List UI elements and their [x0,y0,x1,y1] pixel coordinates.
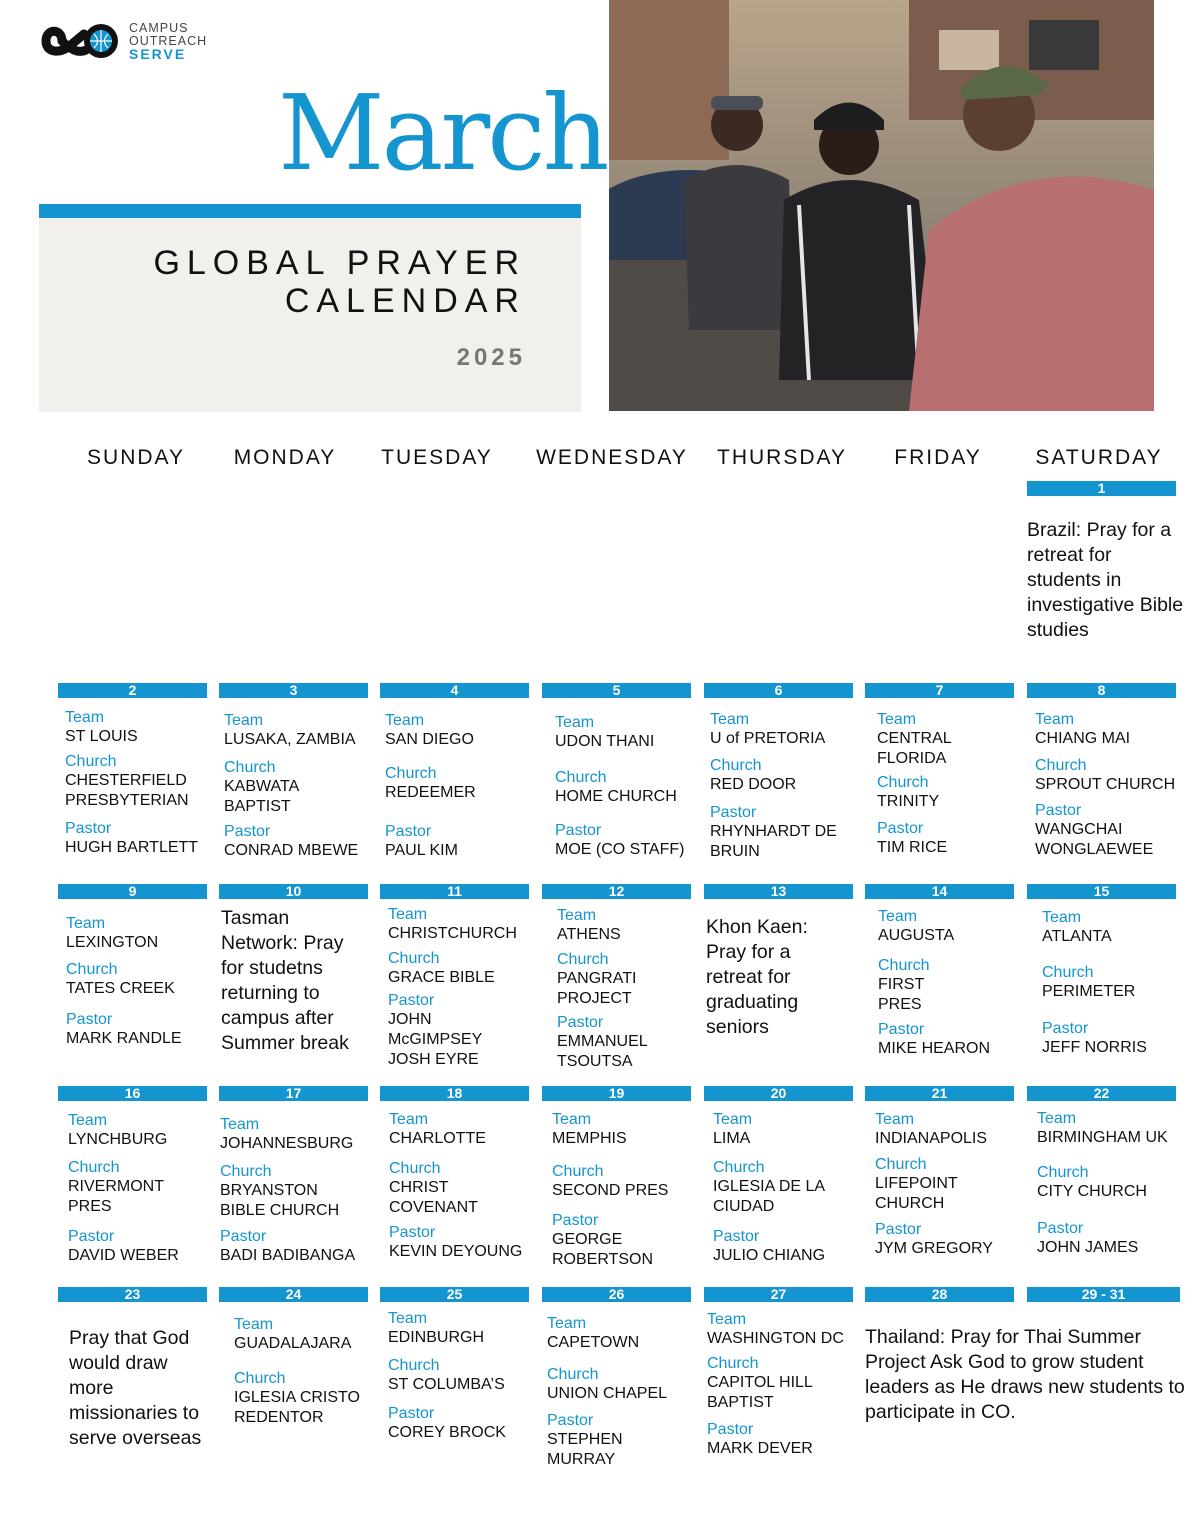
day-19-team: MEMPHIS [552,1130,627,1147]
day-21-church: LIFEPOINT [875,1175,958,1192]
day-2-church-2: PRESBYTERIAN [65,792,189,809]
day-11-church: GRACE BIBLE [388,969,495,986]
day-14-church: FIRST [878,976,925,993]
day-27-pastor: MARK DEVER [707,1440,813,1457]
day-17-church-2: BIBLE CHURCH [220,1202,340,1219]
day-14-pastor-label: Pastor [878,1021,925,1038]
day-5-church-label: Church [555,769,607,786]
day-22-pastor: JOHN JAMES [1037,1239,1139,1256]
day-11-pastor-3: JOSH EYRE [388,1051,479,1068]
day-2-header: 2 [58,683,207,698]
day-8-header: 8 [1027,683,1176,698]
day-4-team-label: Team [385,712,425,729]
day-9-church-label: Church [66,961,118,978]
day-25-team-label: Team [388,1310,428,1327]
day-26-team-label: Team [547,1315,587,1332]
day-12-header: 12 [542,884,691,899]
day-21-church-label: Church [875,1156,927,1173]
day-17-pastor: BADI BADIBANGA [220,1247,356,1264]
day-7-church: TRINITY [877,793,940,810]
day-19-pastor: GEORGE [552,1231,623,1248]
weekday-wednesday: WEDNESDAY [536,446,688,469]
day-9-church: TATES CREEK [66,980,175,997]
day-27-church-label: Church [707,1355,759,1372]
day-4-pastor-label: Pastor [385,823,432,840]
header-photo [609,0,1154,411]
month-title: March [278,72,607,194]
weekday-saturday: SATURDAY [1035,446,1163,469]
title-panel [39,218,581,412]
day-18-church-label: Church [389,1160,441,1177]
day-19-church-label: Church [552,1163,604,1180]
day-13-header: 13 [704,884,853,899]
day-7-team-label: Team [877,711,917,728]
day-16-team: LYNCHBURG [68,1131,168,1148]
day-26-church-label: Church [547,1366,599,1383]
day-6-team-label: Team [710,711,750,728]
accent-bar [39,204,581,218]
day-11-team-label: Team [388,906,428,923]
day-6-pastor-2: BRUIN [710,843,760,860]
day-7-team: CENTRAL [877,730,952,747]
day-5-pastor-label: Pastor [555,822,602,839]
day-28-header: 28 [865,1287,1014,1302]
day-17-header: 17 [219,1086,368,1101]
day-6-header: 6 [704,683,853,698]
day-22-church-label: Church [1037,1164,1089,1181]
day-12-pastor-2: TSOUTSA [557,1053,633,1070]
day-14-church-label: Church [878,957,930,974]
day-26-pastor-label: Pastor [547,1412,594,1429]
weekday-sunday: SUNDAY [87,446,185,469]
day-24-church-label: Church [234,1370,286,1387]
day-12-pastor: EMMANUEL [557,1033,648,1050]
day-8-pastor-2: WONGLAEWEE [1035,841,1154,858]
day-3-church-label: Church [224,759,276,776]
day-12-church-2: PROJECT [557,990,632,1007]
day-20-pastor-label: Pastor [713,1228,760,1245]
day-17-pastor-label: Pastor [220,1228,267,1245]
title-line-2: CALENDAR [284,282,526,320]
weekday-tuesday: TUESDAY [381,446,493,469]
day-15-church: PERIMETER [1042,983,1136,1000]
day-22-church: CITY CHURCH [1037,1183,1147,1200]
day-11-church-label: Church [388,950,440,967]
day-15-team: ATLANTA [1042,928,1112,945]
day-5-team-label: Team [555,714,595,731]
day-11-pastor: JOHN [388,1011,432,1028]
day-17-team: JOHANNESBURG [220,1135,354,1152]
day-4-team: SAN DIEGO [385,731,474,748]
day-16-church-label: Church [68,1159,120,1176]
day-13-note: Khon Kaen: Pray for a retreat for graduating seniors [706,916,808,1038]
day-8-pastor-label: Pastor [1035,802,1082,819]
day-25-pastor-label: Pastor [388,1405,435,1422]
day-6-team: U of PRETORIA [710,730,826,747]
day-20-church-label: Church [713,1159,765,1176]
day-17-team-label: Team [220,1116,260,1133]
day-11-team: CHRISTCHURCH [388,925,517,942]
day-26-church: UNION CHAPEL [547,1385,668,1402]
day-19-team-label: Team [552,1111,592,1128]
brand-line-1: CAMPUS [129,21,189,35]
day-25-church-label: Church [388,1357,440,1374]
day-27-team-label: Team [707,1311,747,1328]
day-3-church: KABWATA [224,778,300,795]
day-27-pastor-label: Pastor [707,1421,754,1438]
day-22-team: BIRMINGHAM UK [1037,1129,1168,1146]
brand-line-3: SERVE [129,46,187,62]
day-22-team-label: Team [1037,1110,1077,1127]
day-24-church-2: REDENTOR [234,1409,324,1426]
day-21-pastor-label: Pastor [875,1221,922,1238]
day-20-church: IGLESIA DE LA [713,1178,826,1195]
day-19-church: SECOND PRES [552,1182,669,1199]
day-26-pastor: STEPHEN [547,1431,623,1448]
day-21-church-2: CHURCH [875,1195,945,1212]
day-14-pastor: MIKE HEARON [878,1040,991,1057]
day-8-pastor: WANGCHAI [1035,821,1123,838]
day-24-header: 24 [219,1287,368,1302]
brand-line-2: OUTREACH [129,34,208,48]
day-23-note: Pray that God would draw more missionaries to serve overseas [69,1327,202,1449]
day-16-team-label: Team [68,1112,108,1129]
day-9-header: 9 [58,884,207,899]
day-19-pastor-2: ROBERTSON [552,1251,654,1268]
day-29-31-header: 29 - 31 [1027,1287,1180,1302]
day-7-header: 7 [865,683,1014,698]
day-14-team: AUGUSTA [878,927,955,944]
day-17-church-label: Church [220,1163,272,1180]
day-19-header: 19 [542,1086,691,1101]
day-6-pastor: RHYNHARDT DE [710,823,837,840]
day-12-pastor-label: Pastor [557,1014,604,1031]
day-18-header: 18 [380,1086,529,1101]
day-20-team-label: Team [713,1111,753,1128]
day-14-team-label: Team [878,908,918,925]
day-2-pastor-label: Pastor [65,820,112,837]
day-10-note: Tasman Network: Pray for studetns returning to campus after Summer break [221,907,349,1054]
day-14-header: 14 [865,884,1014,899]
day-3-team: LUSAKA, ZAMBIA [224,731,356,748]
day-6-church-label: Church [710,757,762,774]
day-17-church: BRYANSTON [220,1182,318,1199]
day-18-team-label: Team [389,1111,429,1128]
day-20-pastor: JULIO CHIANG [713,1247,826,1264]
day-15-team-label: Team [1042,909,1082,926]
day-21-pastor: JYM GREGORY [875,1240,993,1257]
day-16-pastor-label: Pastor [68,1228,115,1245]
day-12-team-label: Team [557,907,597,924]
day-8-team: CHIANG MAI [1035,730,1131,747]
day-3-header: 3 [219,683,368,698]
day-4-church-label: Church [385,765,437,782]
day-22-pastor-label: Pastor [1037,1220,1084,1237]
day-25-pastor: COREY BROCK [388,1424,506,1441]
campus-outreach-logo [40,18,220,64]
day-15-pastor-label: Pastor [1042,1020,1089,1037]
day-19-pastor-label: Pastor [552,1212,599,1229]
day-8-team-label: Team [1035,711,1075,728]
day-9-team: LEXINGTON [66,934,159,951]
day-7-team-2: FLORIDA [877,750,947,767]
day-12-team: ATHENS [557,926,621,943]
day-7-pastor: TIM RICE [877,839,948,856]
day-12-church-label: Church [557,951,609,968]
day-27-header: 27 [704,1287,853,1302]
weekday-monday: MONDAY [233,446,337,469]
day-23-header: 23 [58,1287,207,1302]
weekday-friday: FRIDAY [894,446,982,469]
day-24-team-label: Team [234,1316,274,1333]
day-18-pastor: KEVIN DEYOUNG [389,1243,523,1260]
day-20-team: LIMA [713,1130,751,1147]
day-5-church: HOME CHURCH [555,788,677,805]
day-18-team: CHARLOTTE [389,1130,486,1147]
day-18-church-2: COVENANT [389,1199,478,1216]
day-27-team: WASHINGTON DC [707,1330,844,1347]
day-8-church-label: Church [1035,757,1087,774]
day-3-pastor-label: Pastor [224,823,271,840]
day-2-team: ST LOUIS [65,728,138,745]
weekday-thursday: THURSDAY [717,446,847,469]
day-3-team-label: Team [224,712,264,729]
day-25-team: EDINBURGH [388,1329,485,1346]
day-28-note: Thailand: Pray for Thai Summer Project Ask God to grow student leaders as He draws new students to participate in CO. [865,1326,1185,1423]
day-4-header: 4 [380,683,529,698]
day-21-team: INDIANAPOLIS [875,1130,988,1147]
day-11-pastor-2: McGIMPSEY [388,1031,483,1048]
day-2-pastor: HUGH BARTLETT [65,839,199,856]
day-16-pastor: DAVID WEBER [68,1247,179,1264]
day-6-church: RED DOOR [710,776,797,793]
day-24-team: GUADALAJARA [234,1335,352,1352]
day-7-church-label: Church [877,774,929,791]
day-15-church-label: Church [1042,964,1094,981]
day-16-header: 16 [58,1086,207,1101]
day-9-pastor-label: Pastor [66,1011,113,1028]
infinity-globe-icon [40,20,122,62]
day-26-pastor-2: MURRAY [547,1451,616,1468]
day-10-header: 10 [219,884,368,899]
day-20-church-2: CIUDAD [713,1198,775,1215]
day-9-pastor: MARK RANDLE [66,1030,182,1047]
day-11-pastor-label: Pastor [388,992,435,1009]
day-16-church: RIVERMONT [68,1178,164,1195]
day-26-team: CAPETOWN [547,1334,640,1351]
day-15-pastor: JEFF NORRIS [1042,1039,1147,1056]
day-3-pastor: CONRAD MBEWE [224,842,359,859]
day-5-team: UDON THANI [555,733,655,750]
day-5-header: 5 [542,683,691,698]
day-24-church: IGLESIA CRISTO [234,1389,360,1406]
day-1-header: 1 [1027,481,1176,496]
day-8-church: SPROUT CHURCH [1035,776,1176,793]
day-2-church-label: Church [65,753,117,770]
day-27-church-2: BAPTIST [707,1394,774,1411]
day-26-header: 26 [542,1287,691,1302]
day-18-church: CHRIST [389,1179,449,1196]
day-2-team-label: Team [65,709,105,726]
day-11-header: 11 [380,884,529,899]
day-16-church-2: PRES [68,1198,112,1215]
day-22-header: 22 [1027,1086,1176,1101]
day-21-header: 21 [865,1086,1014,1101]
day-4-church: REDEEMER [385,784,476,801]
day-3-church-2: BAPTIST [224,798,291,815]
day-20-header: 20 [704,1086,853,1101]
day-2-church: CHESTERFIELD [65,772,187,789]
day-21-team-label: Team [875,1111,915,1128]
day-27-church: CAPITOL HILL [707,1374,813,1391]
day-15-header: 15 [1027,884,1176,899]
day-7-pastor-label: Pastor [877,820,924,837]
day-25-church: ST COLUMBA’S [388,1376,505,1393]
day-14-church-2: PRES [878,996,922,1013]
day-18-pastor-label: Pastor [389,1224,436,1241]
day-25-header: 25 [380,1287,529,1302]
title-line-1: GLOBAL PRAYER [153,244,526,282]
day-4-pastor: PAUL KIM [385,842,458,859]
day-6-pastor-label: Pastor [710,804,757,821]
day-12-church: PANGRATI [557,970,637,987]
day-5-pastor: MOE (CO STAFF) [555,841,685,858]
year-label: 2025 [456,344,526,371]
day-1-note: Brazil: Pray for a retreat for students in investigative Bible studies [1027,519,1184,641]
day-9-team-label: Team [66,915,106,932]
